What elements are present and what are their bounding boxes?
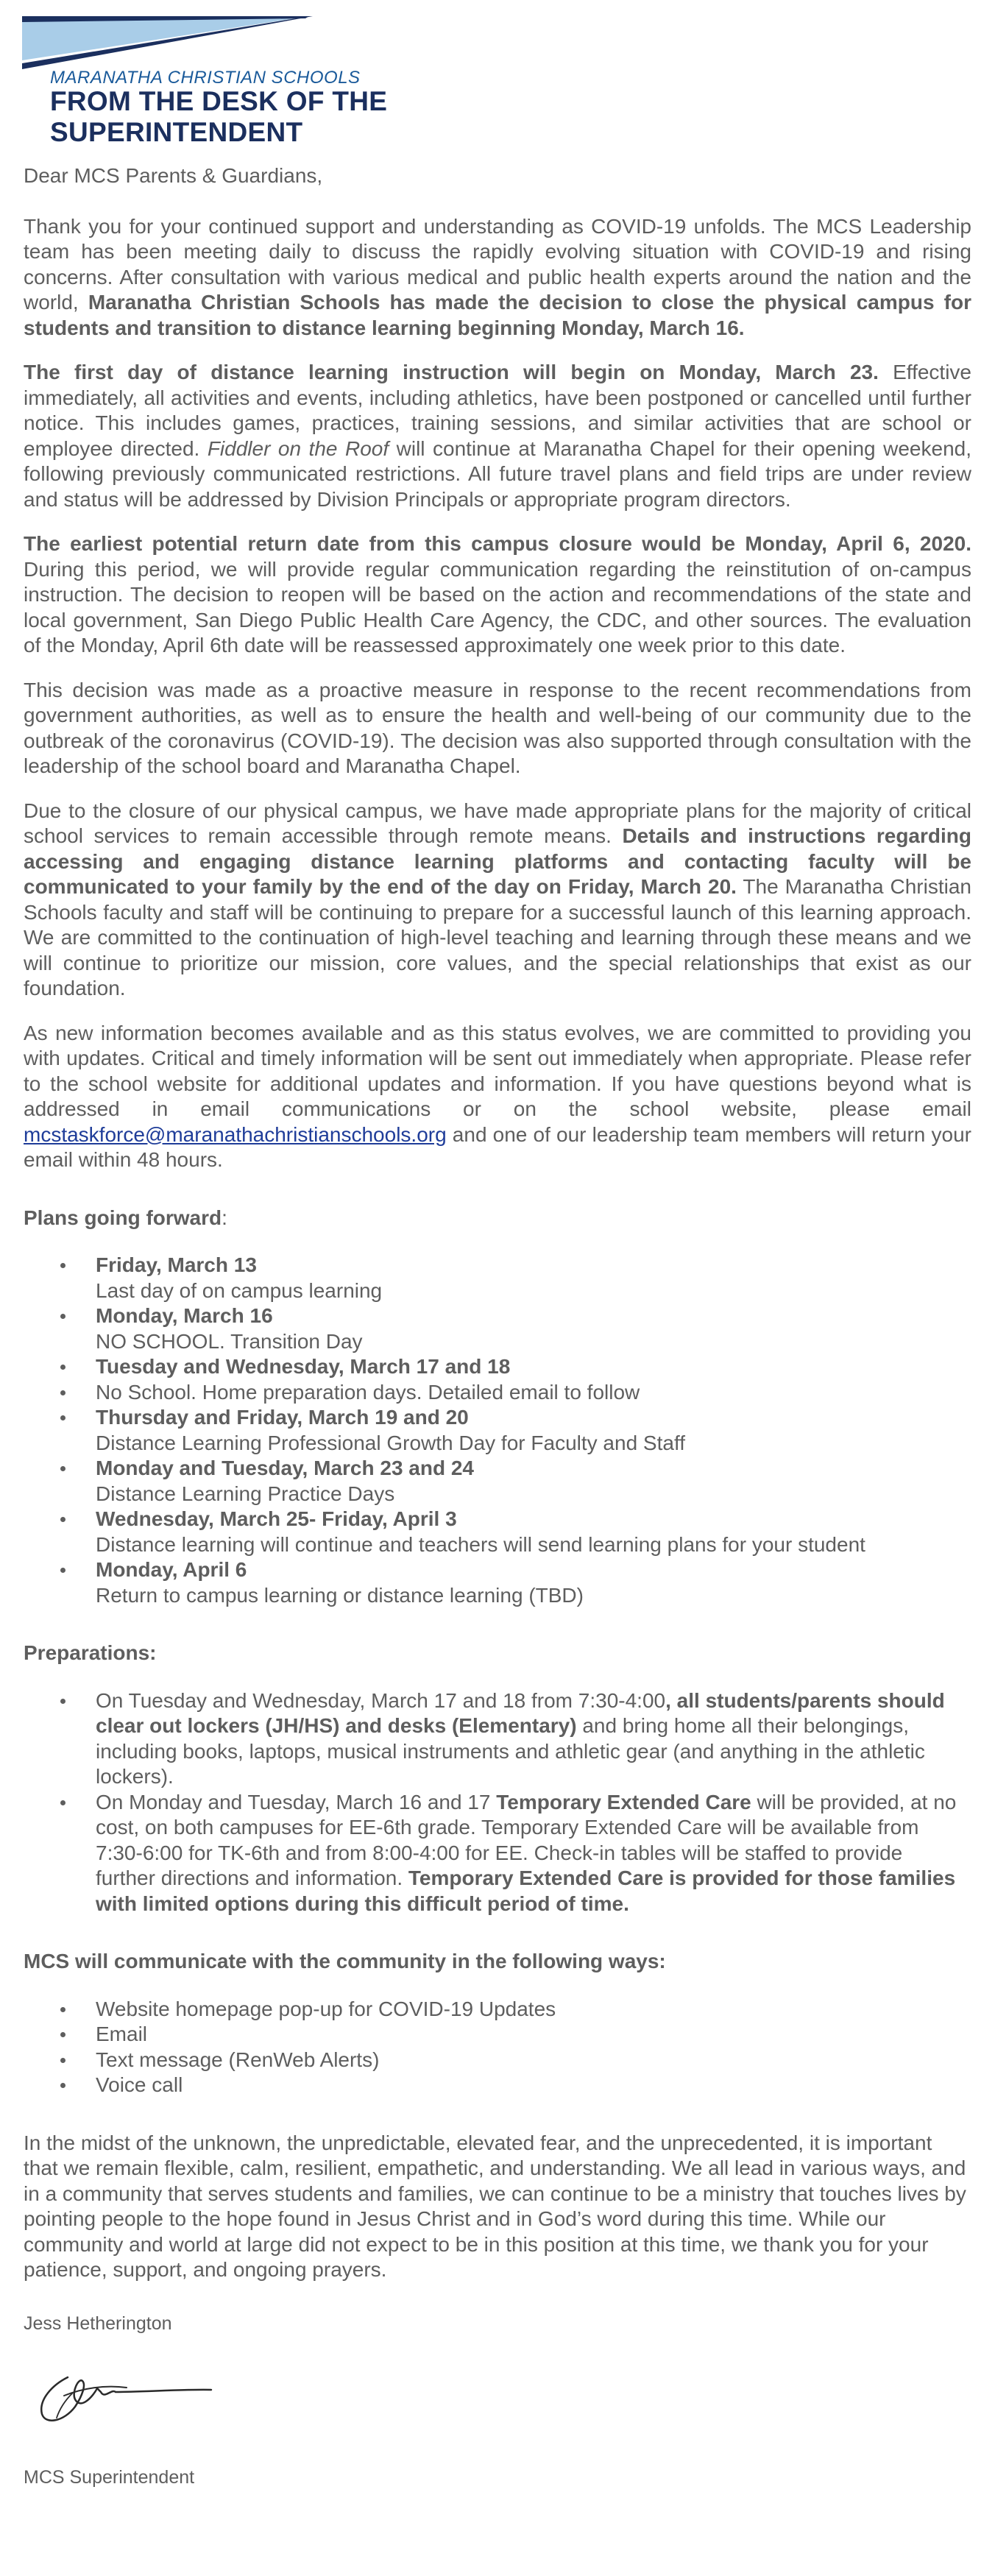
plans-list — [24, 1253, 971, 1608]
school-name: MARANATHA CHRISTIAN SCHOOLS — [50, 68, 361, 88]
paragraph-distance-learning — [24, 360, 971, 512]
prep-lockers-text-2: and bring home all their belongings, including books, laptops, musical instruments and athletic gear (and anything in the athletic lockers). — [96, 1714, 925, 1788]
plan-date: Tuesday and Wednesday, March 17 and 18 — [96, 1355, 511, 1378]
letter-body — [24, 163, 971, 2490]
return-date-text: During this period, we will provide regular communication regarding the reinstitution of on-campus instruction. The decision to reopen will be based on the action and recommendations of the state and local government, San Diego Public Health Care Agency, the CDC, and other sources. The evaluation of the Monday, April 6th date will be reassessed approximately one week prior to this date. — [24, 557, 971, 657]
list-item: Voice call — [24, 2073, 971, 2098]
list-item — [24, 1456, 971, 1507]
list-item — [24, 1253, 971, 1303]
list-item — [24, 1380, 971, 1406]
plan-description: Return to campus learning or distance learning (TBD) — [96, 1583, 584, 1607]
paragraph-intro — [24, 214, 971, 342]
prep-lockers-text: On Tuesday and Wednesday, March 17 and 18 from 7:30-4:00 — [96, 1688, 666, 1712]
communication-heading: MCS will communicate with the community in the following ways: — [24, 1950, 666, 1972]
list-item: Email — [24, 2022, 971, 2048]
plan-description: Distance Learning Practice Days — [96, 1482, 395, 1505]
plan-date: Friday, March 13 — [96, 1253, 257, 1276]
preparations-heading: Preparations: — [24, 1641, 157, 1664]
list-item — [24, 1507, 971, 1557]
greeting: Dear MCS Parents & Guardians, — [24, 164, 323, 187]
closure-text: Due to the closure of our physical campus, we have made appropriate plans for the majority of critical school services to remain accessible through remote means. — [24, 799, 971, 847]
list-item — [24, 1405, 971, 1456]
prep-care-bold-2: Temporary Extended Care is provided for those families with limited options during this difficult period of time. — [96, 1866, 956, 1915]
plans-heading-text: Plans going forward — [24, 1206, 222, 1229]
paragraph-closure — [24, 799, 971, 1002]
list-item — [24, 1557, 971, 1608]
list-item — [24, 1790, 957, 1917]
plan-description: Distance learning will continue and teachers will send learning plans for your student — [96, 1532, 865, 1556]
plan-date: Monday and Tuesday, March 23 and 24 — [96, 1457, 474, 1479]
prep-care-text: On Monday and Tuesday, March 16 and 17 — [96, 1790, 497, 1814]
list-item: Text message (RenWeb Alerts) — [24, 2048, 971, 2073]
preparations-list — [24, 1688, 971, 1917]
plans-heading — [24, 1206, 971, 1231]
plan-date: Monday, March 16 — [96, 1304, 273, 1327]
updates-text: As new information becomes available and as this status evolves, we are committed to providing you with updates. Critical and timely information will be sent out immediately when appropriate. Please refer to the school website for additional updates and information. If you have questions beyond what is addressed in email communications or on the school website, please email — [24, 1021, 971, 1120]
list-item — [24, 1303, 971, 1354]
plan-description: No School. Home preparation days. Detailed email to follow — [96, 1380, 640, 1404]
letterhead-title: FROM THE DESK OF THE SUPERINTENDENT — [50, 86, 388, 147]
distance-learning-start-bold: The first day of distance learning instruction will begin on Monday, March 23. — [24, 361, 879, 383]
paragraph-intro-bold: Maranatha Christian Schools has made the decision to close the physical campus for students and transition to distance learning beginning Monday, March 16. — [24, 291, 971, 339]
closure-bold: Details and instructions regarding accessing and engaging distance learning platforms and contacting faculty will be communicated to your family by the end of the day on Friday, March 20. — [24, 824, 971, 898]
paragraph-return-date — [24, 531, 971, 659]
taskforce-email-link[interactable]: mcstaskforce@maranathachristianschools.org — [24, 1122, 447, 1146]
closing-paragraph: In the midst of the unknown, the unpredictable, elevated fear, and the unprecedented, it is important that we remain flexible, calm, resilient, empathetic, and understanding. We all lead in various ways, and in a community that serves students and families, we can continue to be a ministry that touches lives by pointing people to the hope found in Jesus Christ and in God’s word during this time. While our community and world at large did not expect to be in this position at this time, we thank you for your patience, support, and ongoing prayers. — [24, 2131, 966, 2281]
return-date-bold: The earliest potential return date from this campus closure would be Monday, April 6, 2020. — [24, 532, 971, 555]
activities-text-2: will continue at Maranatha Chapel for their opening weekend, following previously communicated restrictions. All future travel plans and field trips are under review and status will be addressed by Division Principals or appropriate program directors. — [24, 436, 971, 511]
signer-name: Jess Hetherington — [24, 2313, 172, 2334]
letterhead-stripes-logo — [22, 16, 331, 69]
plan-date: Wednesday, March 25- Friday, April 3 — [96, 1507, 457, 1530]
closure-text-2: The Maranatha Christian Schools faculty and staff will be continuing to prepare for a successful launch of this learning approach. We are committed to the continuation of high-level teaching and learning through these means and we will continue to prioritize our mission, core values, and the special relationships that exist as our foundation. — [24, 875, 971, 999]
plans-heading-colon: : — [222, 1206, 227, 1229]
paragraph-updates — [24, 1021, 971, 1173]
paragraph-proactive: This decision was made as a proactive measure in response to the recent recommendations from government authorities, as well as to ensure the health and well-being of our community due to the outbreak of the coronavirus (COVID-19). The decision was also supported through consultation with the leadership of the school board and Maranatha Chapel. — [24, 678, 971, 777]
prep-lockers-bold: , all students/parents should clear out lockers (JH/HS) and desks (Elementary) — [96, 1688, 945, 1737]
prep-care-bold: Temporary Extended Care — [496, 1790, 751, 1814]
list-item: Website homepage pop-up for COVID-19 Updates — [24, 1997, 971, 2023]
handwritten-signature — [24, 2355, 259, 2436]
signer-title: MCS Superintendent — [24, 2466, 195, 2488]
plan-date: Thursday and Friday, March 19 and 20 — [96, 1406, 469, 1429]
plan-description: NO SCHOOL. Transition Day — [96, 1329, 363, 1353]
plan-date: Monday, April 6 — [96, 1558, 247, 1581]
communication-list — [24, 1997, 971, 2098]
fiddler-title: Fiddler on the Roof — [207, 436, 389, 460]
list-item — [24, 1354, 971, 1380]
activities-text: Effective immediately, all activities and events, including athletics, have been postponed or cancelled until further notice. This includes games, practices, training sessions, and similar activities that are school or employee directed. — [24, 361, 972, 460]
plan-description: Distance Learning Professional Growth Day for Faculty and Staff — [96, 1431, 685, 1454]
letterhead — [22, 16, 626, 147]
paragraph-intro-text: Thank you for your continued support and understanding as COVID-19 unfolds. The MCS Leadership team has been meeting daily to discuss the rapidly evolving situation with COVID-19 and rising concerns. After consultation with various medical and public health experts around the nation and the world, — [24, 214, 971, 314]
updates-text-2: and one of our leadership team members will return your email within 48 hours. — [24, 1122, 971, 1171]
prep-care-text-2: will be provided, at no cost, on both campuses for EE-6th grade. Temporary Extended Care will be available from 7:30-6:00 for TK-6th and from 8:00-4:00 for EE. Check-in tables will be staffed to provide further directions and information. — [96, 1790, 957, 1889]
list-item — [24, 1688, 957, 1790]
plan-description: Last day of on campus learning — [96, 1278, 383, 1302]
